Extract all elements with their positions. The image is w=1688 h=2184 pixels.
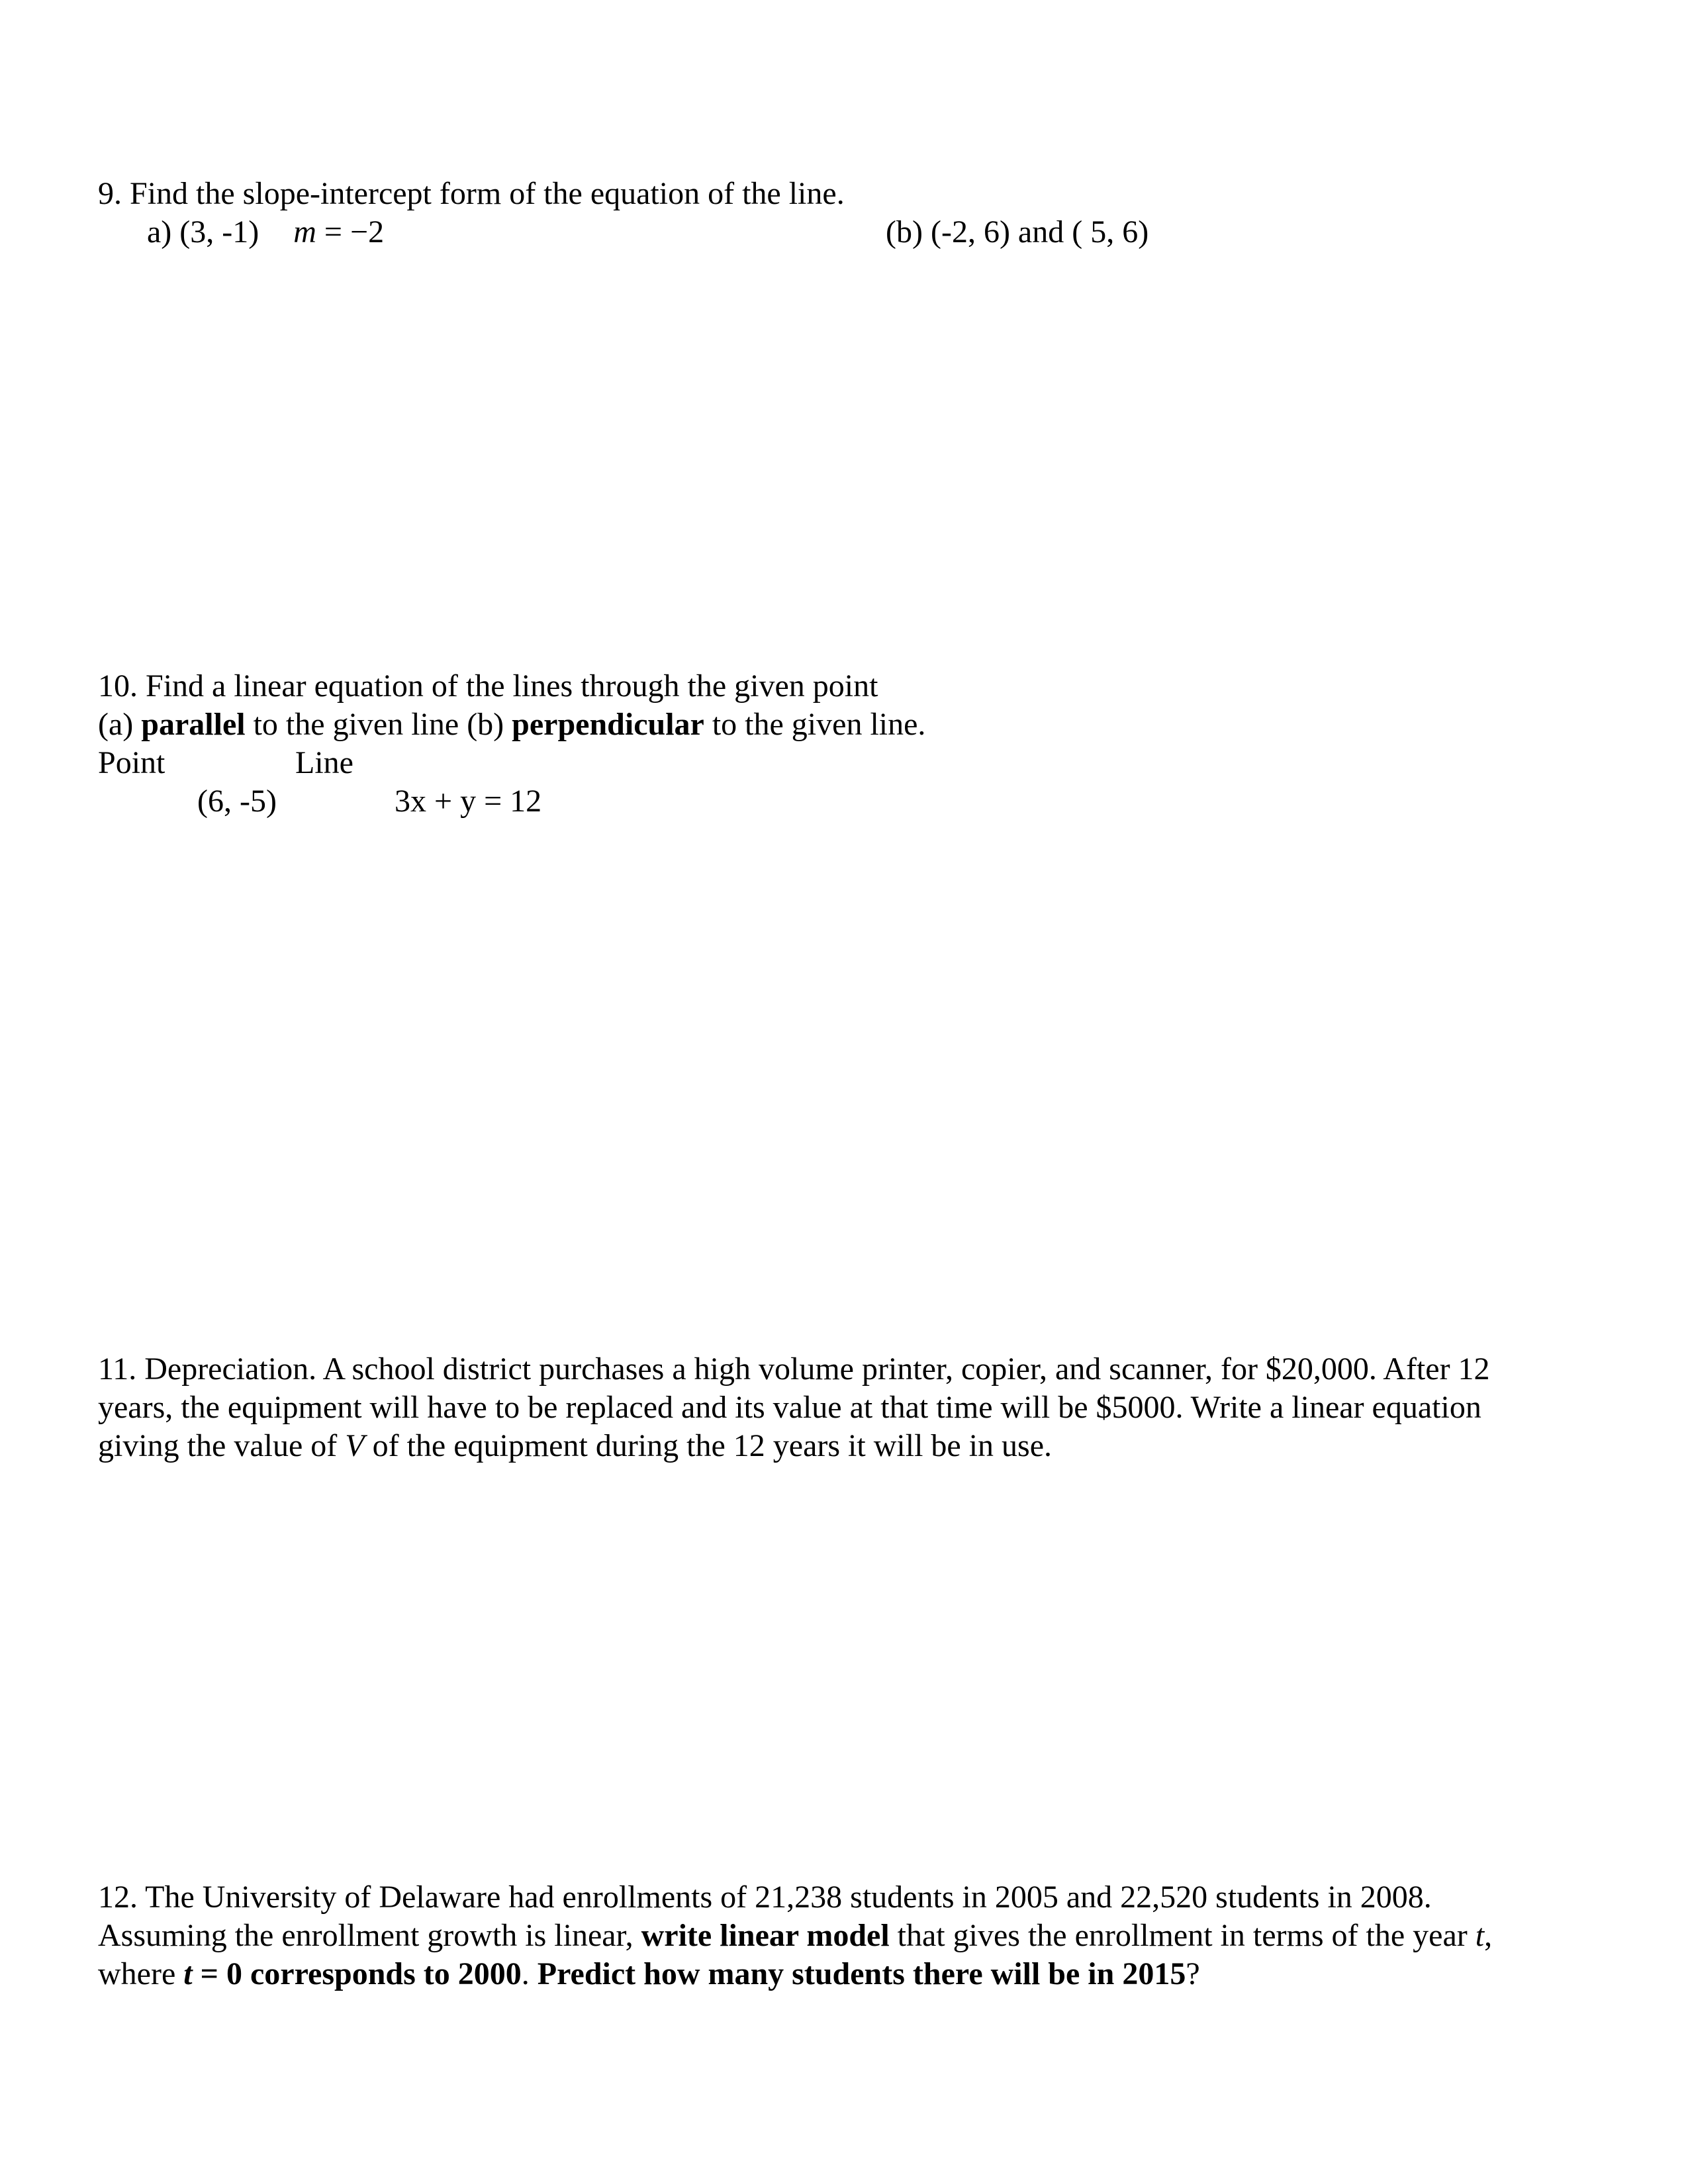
q12-line-2-end: , xyxy=(1484,1918,1493,1953)
q10-parts xyxy=(98,705,925,744)
q12-line-2 xyxy=(98,1917,1492,1955)
q10-prompt: 10. Find a linear equation of the lines through the given point xyxy=(98,668,878,704)
q10-b-rest: to the given line. xyxy=(704,707,926,742)
q9-prompt: 9. Find the slope-intercept form of the equation of the line. xyxy=(98,176,845,211)
q11-line-3-post: of the equipment during the 12 years it will be in use. xyxy=(364,1428,1053,1463)
q12-line-3 xyxy=(98,1955,1200,1993)
q10-parallel: parallel xyxy=(141,707,246,742)
q12-line-2-pre: Assuming the enrollment growth is linear, xyxy=(98,1918,641,1953)
q10-header-line: Line xyxy=(295,745,353,780)
q11-line-3 xyxy=(98,1427,1052,1465)
q9-part-b: (b) (-2, 6) and ( 5, 6) xyxy=(886,214,1149,250)
q10-line-value: 3x + y = 12 xyxy=(395,784,542,819)
q12-var-t: t xyxy=(1475,1918,1485,1953)
q9-slope-var: m xyxy=(293,214,316,250)
q12-write-model: write linear model xyxy=(641,1918,890,1953)
q10-header-point: Point xyxy=(98,745,165,780)
q12-line-2-post: that gives the enrollment in terms of the year xyxy=(889,1918,1476,1953)
q12-var-t-bold: t xyxy=(183,1956,193,1991)
q9-part-a xyxy=(147,213,384,251)
q11-line-1: 11. Depreciation. A school district purchases a high volume printer, copier, and scanner, for $20,000. After 12 xyxy=(98,1351,1490,1387)
q9-part-a-label: a) (3, -1) xyxy=(147,214,259,250)
q12-line-3-mid: . xyxy=(521,1956,538,1991)
q12-corresponds: = 0 corresponds to 2000 xyxy=(192,1956,522,1991)
q10-perpendicular: perpendicular xyxy=(512,707,704,742)
q12-predict: Predict how many students there will be in 2015 xyxy=(537,1956,1186,1991)
q11-var-v: V xyxy=(345,1428,365,1463)
q11-line-2: years, the equipment will have to be replaced and its value at that time will be $5000. Write a linear equation xyxy=(98,1390,1481,1425)
q12-line-3-pre: where xyxy=(98,1956,184,1991)
q10-point-value: (6, -5) xyxy=(197,784,277,819)
q10-a-rest: to the given line (b) xyxy=(245,707,512,742)
q11-line-3-pre: giving the value of xyxy=(98,1428,346,1463)
q9-slope-value: = −2 xyxy=(316,214,385,250)
q12-line-1: 12. The University of Delaware had enrollments of 21,238 students in 2005 and 22,520 students in 2008. xyxy=(98,1880,1432,1915)
q12-line-3-end: ? xyxy=(1186,1956,1200,1991)
q10-a-prefix: (a) xyxy=(98,707,142,742)
